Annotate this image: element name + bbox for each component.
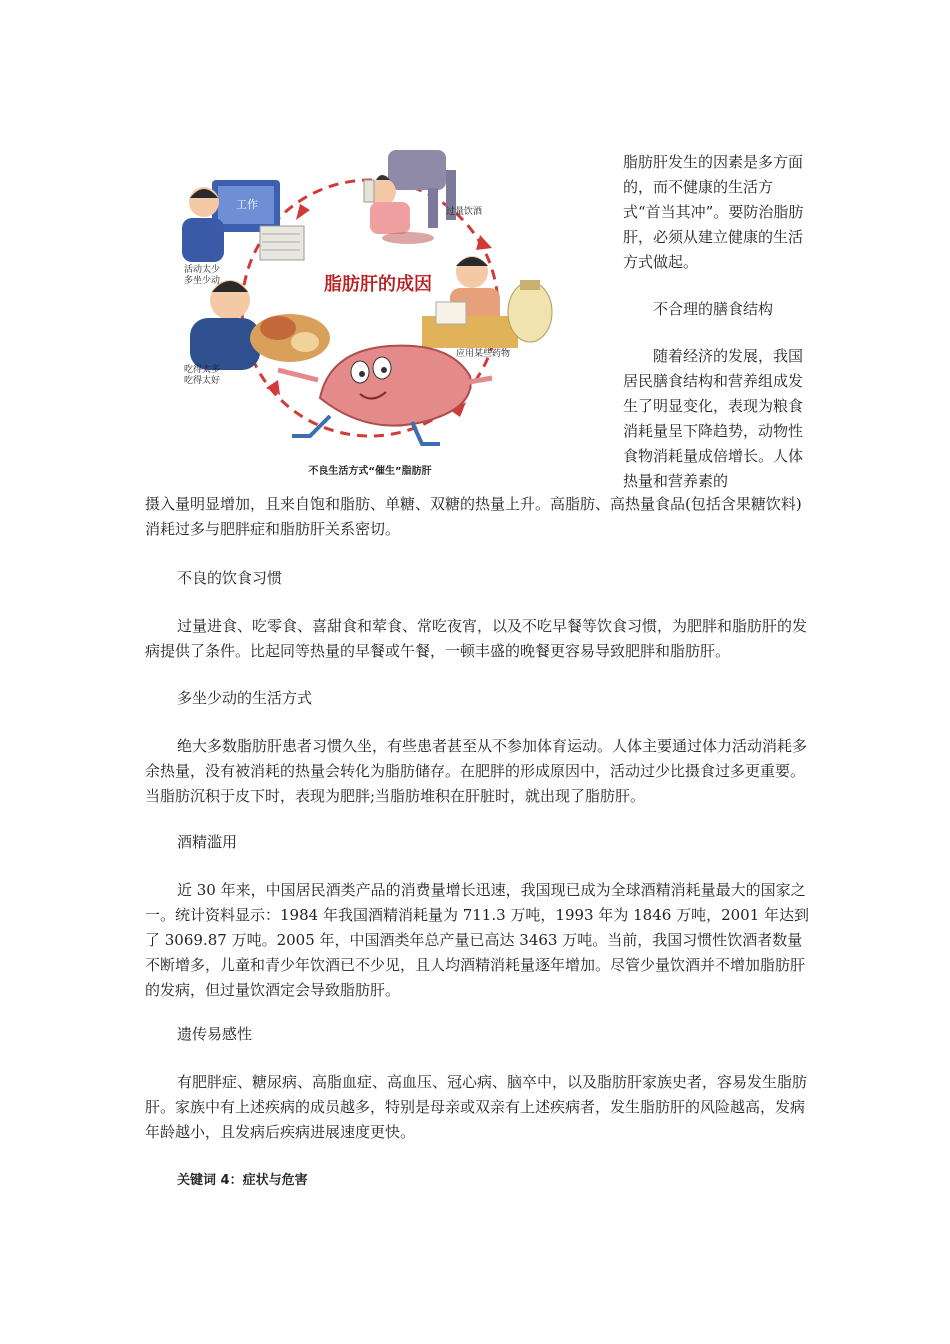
- keyword-4-heading: 关键词 4：症状与危害: [177, 1173, 308, 1188]
- section-heading-sedentary: 多坐少动的生活方式: [177, 689, 313, 707]
- alcohol-paragraph: 近 30 年来，中国居民酒类产品的消费量增长迅速，我国现已成为全球酒精消耗量最大的国家之一。统计资料显示：1984 年我国酒精消耗量为 711.3 万吨，1993 年为 1846 万吨，2001 年达到了 3069.87 万吨。2005 年，中国酒类年总产量已高达 3463 万吨。当前，我国习惯性饮酒者数量不断增多，儿童和青少年饮酒已不少见，且人均酒精消耗量逐年增加。尽管少量饮酒并不增加脂肪肝的发病，但过量饮酒定会导致脂肪肝。: [145, 881, 810, 999]
- medicine-doctor-drawing: [422, 256, 552, 348]
- diet-structure-paragraph-cont: 摄入量明显增加，且来自饱和脂肪、单糖、双糖的热量上升。高脂肪、高热量食品(包括含果糖饮料)消耗过多与肥胖症和脂肪肝关系密切。: [145, 495, 802, 538]
- sedentary-paragraph: 绝大多数脂肪肝患者习惯久坐，有些患者甚至从不参加体育运动。人体主要通过体力活动消耗多余热量，没有被消耗的热量会转化为脂肪储存。在肥胖的形成原因中，活动过少比摄食过多更重要。当脂肪沉积于皮下时，表现为肥胖;当脂肪堆积在肝脏时，就出现了脂肪肝。: [145, 737, 808, 805]
- drinking-man-drawing: [364, 150, 456, 244]
- drugs-label: 应用某些药物: [456, 349, 511, 359]
- eating-habits-paragraph: 过量进食、吃零食、喜甜食和荤食、常吃夜宵，以及不吃早餐等饮食习惯，为肥胖和脂肪肝的发病提供了条件。比起同等热量的早餐或午餐，一顿丰盛的晚餐更容易导致肥胖和脂肪肝。: [145, 617, 808, 660]
- section-heading-diet-structure: 不合理的膳食结构: [653, 300, 774, 318]
- office-worker-drawing: [182, 180, 304, 262]
- section-alcohol: [145, 830, 810, 855]
- work-label: 工作: [236, 198, 258, 211]
- section-sedentary-body: [145, 734, 810, 809]
- section-sedentary: [145, 686, 810, 711]
- figure-title-group: [324, 273, 432, 295]
- section-keyword-4: [145, 1168, 810, 1193]
- section-heading-genetics: 遗传易感性: [177, 1025, 253, 1043]
- intro-paragraph: 脂肪肝发生的因素是多方面的，而不健康的生活方式“首当其冲”。要防治脂肪肝，必须从建立健康的生活方式做起。: [623, 153, 804, 271]
- section-alcohol-body: [145, 878, 810, 1003]
- fatty-liver-causes-illustration: [150, 140, 610, 485]
- main-body: [145, 492, 810, 542]
- eating-label-1: 吃得太多: [184, 365, 221, 375]
- section-genetics: [145, 1022, 810, 1047]
- eating-label-2: 吃得太好: [184, 376, 221, 386]
- alcohol-label: 过量饮酒: [446, 207, 483, 217]
- genetics-paragraph: 有肥胖症、糖尿病、高脂血症、高血压、冠心病、脑卒中，以及脂肪肝家族史者，容易发生脂肪肝。家族中有上述疾病的成员越多，特别是母亲或双亲有上述疾病者，发生脂肪肝的风险越高，发病年龄越小，且发病后疾病进展速度更快。: [145, 1073, 808, 1141]
- diet-structure-paragraph-start: 随着经济的发展，我国居民膳食结构和营养组成发生了明显变化，表现为粮食消耗量呈下降趋势，动物性食物消耗量成倍增长。人体热量和营养素的: [623, 347, 804, 490]
- liver-character-drawing: [278, 346, 492, 444]
- activity-label-1: 活动太少: [184, 265, 221, 275]
- section-genetics-body: [145, 1070, 810, 1145]
- section-eating-habits-body: [145, 614, 810, 664]
- activity-label-2: 多坐少动: [184, 276, 221, 286]
- side-column: [623, 150, 808, 494]
- figure-title: 脂肪肝的成因: [324, 274, 432, 295]
- section-heading-alcohol: 酒精滥用: [177, 833, 238, 851]
- eating-man-drawing: [190, 280, 330, 370]
- figure-caption: 不良生活方式“催生”脂肪肝: [308, 466, 432, 477]
- section-eating-habits: [145, 566, 810, 591]
- section-heading-eating-habits: 不良的饮食习惯: [177, 569, 283, 587]
